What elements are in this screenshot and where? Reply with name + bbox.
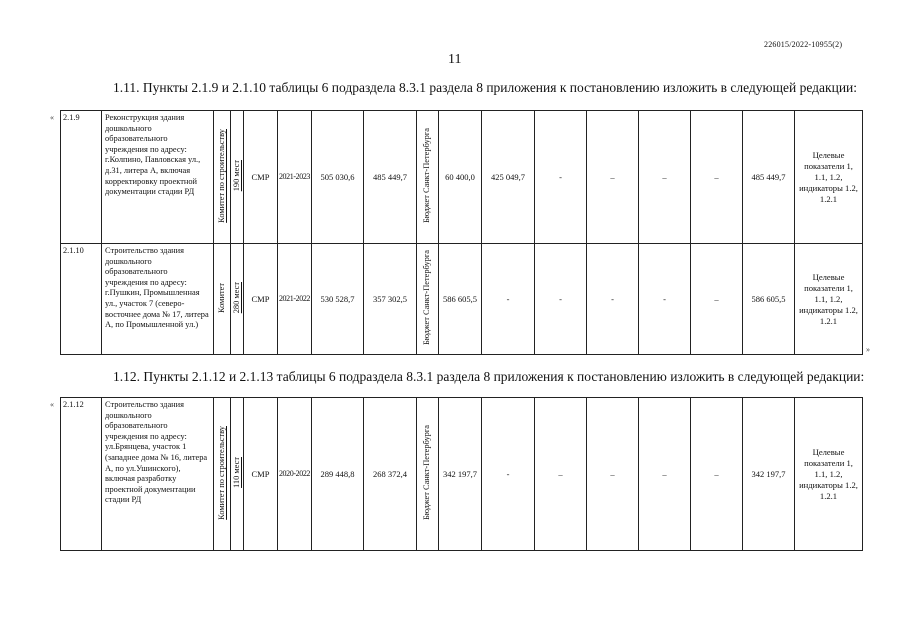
table-row [61, 111, 863, 244]
source-cell [417, 244, 439, 355]
year-value-6: – [691, 398, 743, 551]
object-description: Реконструкция здания дошкольного образовательного учреждения по адресу: г.Колпино, Павловская ул., д.31, литера А, включая корректировку проектной документации стадии РД [102, 111, 214, 244]
prior-financing: 268 372,4 [364, 398, 417, 551]
year-value-2: - [482, 398, 535, 551]
sum-value: 586 605,5 [743, 244, 795, 355]
quote-open-mark: « [50, 113, 54, 122]
prior-financing: 357 302,5 [364, 244, 417, 355]
year-value-5: – [639, 398, 691, 551]
page-number: 11 [448, 52, 462, 67]
funding-source-label: Бюджет Санкт-Петербурга [422, 250, 432, 346]
work-type: СМР [244, 111, 278, 244]
source-cell [417, 398, 439, 551]
year-value-5: - [639, 244, 691, 355]
source-cell [417, 111, 439, 244]
year-value-4: – [587, 398, 639, 551]
indicators: Целевые показатели 1, 1.1, 1.2, индикаторы 1.2, 1.2.1 [795, 244, 863, 355]
year-value-1: 342 197,7 [439, 398, 482, 551]
year-value-1: 60 400,0 [439, 111, 482, 244]
customer-label: Комитет по строительству [216, 128, 226, 223]
years-period: 2021-2022 [278, 244, 312, 355]
capacity-cell [231, 111, 244, 244]
funding-source-label: Бюджет Санкт-Петербурга [422, 128, 432, 224]
capacity-label: 190 мест [231, 160, 241, 192]
year-value-1: 586 605,5 [439, 244, 482, 355]
year-value-6: – [691, 111, 743, 244]
customer-cell [214, 111, 231, 244]
year-value-4: - [587, 244, 639, 355]
quote-open-mark: « [50, 400, 54, 409]
table-row [61, 244, 863, 355]
year-value-3: - [535, 244, 587, 355]
object-description: Строительство здания дошкольного образовательного учреждения по адресу: ул.Брянцева, участок 1 (западнее дома № 16, литера А, по ул.Ушинского), включая разработку проектной документации стадии РД [102, 398, 214, 551]
program-table-section-1-12 [60, 397, 863, 551]
row-number: 2.1.10 [61, 244, 102, 355]
total-cost: 505 030,6 [312, 111, 364, 244]
document-registration-number: 226015/2022-10955(2) [764, 40, 843, 49]
year-value-2: - [482, 244, 535, 355]
funding-source-label: Бюджет Санкт-Петербурга [422, 425, 432, 521]
year-value-3: – [535, 398, 587, 551]
year-value-2: 425 049,7 [482, 111, 535, 244]
program-table-section-1-11 [60, 110, 863, 355]
prior-financing: 485 449,7 [364, 111, 417, 244]
capacity-label: 280 мест [231, 282, 241, 314]
work-type: СМР [244, 244, 278, 355]
year-value-5: – [639, 111, 691, 244]
row-number: 2.1.9 [61, 111, 102, 244]
year-value-3: - [535, 111, 587, 244]
year-value-4: – [587, 111, 639, 244]
capacity-cell [231, 398, 244, 551]
customer-label: Комитет по строительству [216, 425, 226, 520]
quote-close-mark: » [866, 345, 870, 354]
row-number: 2.1.12 [61, 398, 102, 551]
object-description: Строительство здания дошкольного образовательного учреждения по адресу: г.Пушкин, Промышленная ул., участок 7 (северо-восточнее дома № 17, литера А, по Промышленной ул.) [102, 244, 214, 355]
sum-value: 342 197,7 [743, 398, 795, 551]
capacity-label: 110 мест [231, 457, 241, 489]
indicators: Целевые показатели 1, 1.1, 1.2, индикаторы 1.2, 1.2.1 [795, 111, 863, 244]
sum-value: 485 449,7 [743, 111, 795, 244]
total-cost: 530 528,7 [312, 244, 364, 355]
work-type: СМР [244, 398, 278, 551]
table-row [61, 398, 863, 551]
years-period: 2021-2023 [278, 111, 312, 244]
customer-label: Комитет [216, 282, 226, 313]
section-heading-1-12: 1.12. Пункты 2.1.12 и 2.1.13 таблицы 6 подраздела 8.3.1 раздела 8 приложения к постановлению изложить в следующей редакции: [113, 369, 865, 384]
year-value-6: – [691, 244, 743, 355]
capacity-cell [231, 244, 244, 355]
indicators: Целевые показатели 1, 1.1, 1.2, индикаторы 1.2, 1.2.1 [795, 398, 863, 551]
section-heading-1-11: 1.11. Пункты 2.1.9 и 2.1.10 таблицы 6 подраздела 8.3.1 раздела 8 приложения к постановлению изложить в следующей редакции: [113, 80, 858, 95]
years-period: 2020-2022 [278, 398, 312, 551]
total-cost: 289 448,8 [312, 398, 364, 551]
customer-cell [214, 398, 231, 551]
customer-cell [214, 244, 231, 355]
